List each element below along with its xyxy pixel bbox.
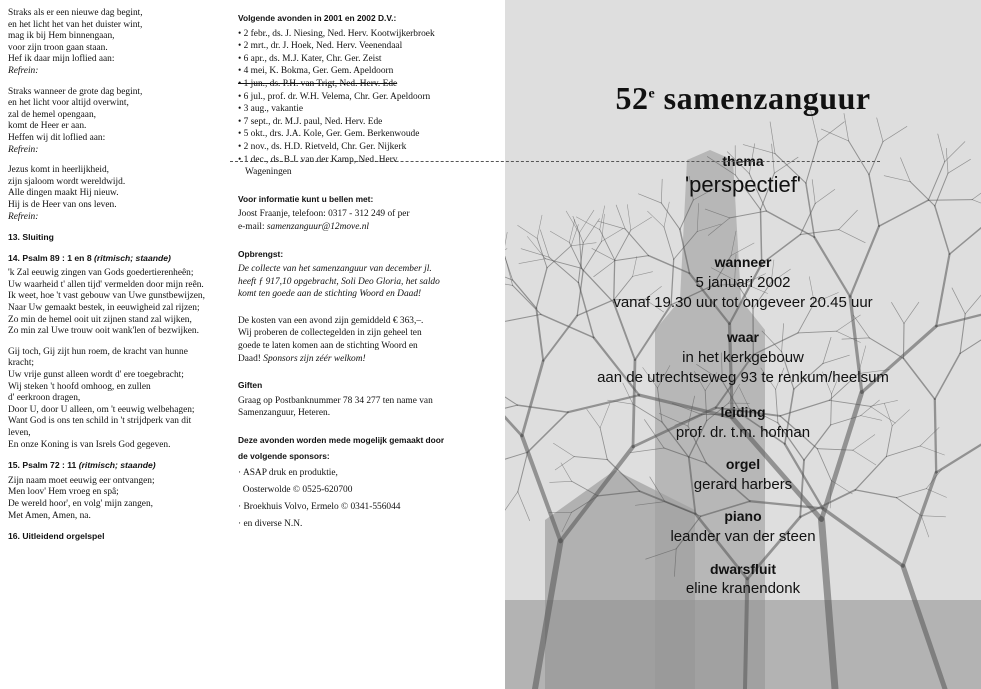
refrain-label: Refrein: <box>8 65 39 76</box>
evening-item: • 2 febr., ds. J. Niesing, Ned. Herv. Kootwijkerbroek <box>238 28 435 39</box>
verse-line: Uw vrije gunst alleen wordt d' ere toegebracht; <box>8 370 184 381</box>
verse-line: kracht; <box>8 358 35 369</box>
evening-item: • 6 jul., prof. dr. W.H. Velema, Chr. Ger. Apeldoorn <box>238 91 431 102</box>
verse-line: Gij toch, Gij zijt hun roem, de kracht van hunne <box>8 346 188 357</box>
stanza-line: voor zijn troon gaan staan. <box>8 42 108 53</box>
verse-line: d' eerkroon dragen, <box>8 393 81 404</box>
sponsors-heading: de volgende sponsors: <box>238 450 330 461</box>
item-13-heading: 13. Sluiting <box>8 232 54 243</box>
verse-line: Zo min zal Uwe trouw ooit wank'len of bezwijken. <box>8 326 199 337</box>
item-14-title: 14. Psalm 89 : 1 en 8 <box>8 252 92 263</box>
item-16-heading: 16. Uitleidend orgelspel <box>8 531 105 542</box>
title-number: 52 <box>615 80 649 116</box>
stanza <box>8 87 228 157</box>
verse-line: Uw waarheid t' allen tijd' vermelden door mijn reên. <box>8 279 204 290</box>
stanza-line: Alle dingen maakt Hij nieuw. <box>8 188 119 199</box>
dwarsfluit-label: dwarsfluit <box>709 561 777 577</box>
verse-line: Naar Uw gemaakt bestek, in eeuwigheid zal rijzen; <box>8 303 200 314</box>
item-15-heading <box>8 460 228 472</box>
orgel-label: orgel <box>725 456 761 472</box>
verse-line: Ik weet, hoe 't vast gebouw van Uwe gunstbewijzen, <box>8 291 205 302</box>
title-sup: e <box>648 86 656 102</box>
verse-line: 'k Zal eeuwig zingen van Gods goedertierenheên; <box>8 268 194 279</box>
piano-value: leander van der steen <box>670 528 816 545</box>
item-15-title: 15. Psalm 72 : 11 <box>8 460 77 471</box>
verse-line: Door U, door U alleen, om 't eeuwig welbehagen; <box>8 404 195 415</box>
verse-line: Zo min de hemel ooit uit zijnen stand zal wijken, <box>8 314 192 325</box>
opbrengst-line: heeft ƒ 917,10 opgebracht, Soli Deo Gloria, het saldo <box>238 276 440 287</box>
waar-label: waar <box>727 329 759 345</box>
hymn-text-column <box>8 8 228 547</box>
giften-block <box>238 379 468 420</box>
verse-line: Met Amen, Amen, na. <box>8 510 91 521</box>
waar-address: aan de utrechtseweg 93 te renkum/heelsum <box>597 369 889 386</box>
waar-place: in het kerkgebouw <box>682 349 804 366</box>
giften-line: Graag op Postbanknummer 78 34 277 ten name van <box>238 395 433 406</box>
stanza-line: mag ik bij Hem binnengaan, <box>8 31 115 42</box>
stanza-line: Hef ik daar mijn loflied aan: <box>8 54 115 65</box>
kosten-last-line <box>238 353 468 366</box>
ground-shape <box>505 600 981 689</box>
stanza-line: Heffen wij dit loflied aan: <box>8 132 106 143</box>
sponsors-block <box>238 434 468 533</box>
evening-item: • 4 mei, K. Bokma, Ger. Gem. Apeldoorn <box>238 66 394 77</box>
stanza-line: komt de Heer er aan. <box>8 121 87 132</box>
leiding-label: leiding <box>720 404 766 420</box>
verse-line: En onze Koning is van Isrels God gegeven. <box>8 439 171 450</box>
orgel-value: gerard harbers <box>693 476 793 493</box>
contact-block <box>238 193 468 234</box>
dwarsfluit-value: eline kranendonk <box>685 580 801 597</box>
stanza-line: Straks als er een nieuwe dag begint, <box>8 8 143 18</box>
stanza-line: zal de hemel opengaan, <box>8 109 96 120</box>
stanza-line: en het licht voor altijd overwint, <box>8 98 129 109</box>
refrain-label: Refrein: <box>8 211 39 222</box>
evenings-block <box>238 12 468 179</box>
sponsor-item: · en diverse N.N. <box>238 519 303 530</box>
sponsor-item: · ASAP druk en produktie, <box>238 468 338 479</box>
verse-line: leven, <box>8 428 31 438</box>
contact-line: Joost Fraanje, telefoon: 0317 - 312 249 of per <box>238 209 410 220</box>
opbrengst-line: komt ten goede aan de stichting Woord en Daad! <box>238 289 422 300</box>
sponsors-heading: Deze avonden worden mede mogelijk gemaakt door <box>238 435 445 446</box>
poster-panel <box>505 0 981 689</box>
thema-value: 'perspectief' <box>684 172 801 197</box>
kosten-line: goede te laten komen aan de stichting Woord en <box>238 341 418 352</box>
sponsor-item: Oosterwolde © 0525-620700 <box>238 485 353 496</box>
evening-item: • 5 okt., drs. J.A. Kole, Ger. Gem. Berkenwoude <box>238 129 420 140</box>
evening-item: • 3 aug., vakantie <box>238 104 303 115</box>
email-address: samenzanguur@12move.nl <box>266 221 370 232</box>
psalm-89-verse-8 <box>8 347 228 451</box>
info-column <box>238 12 468 543</box>
thema-label: thema <box>722 153 764 169</box>
evening-item: • 6 apr., ds. M.J. Kater, Chr. Ger. Zeist <box>238 53 382 64</box>
verse-line: Men loov' Hem vroeg en spâ; <box>8 487 119 498</box>
stanza-line: en het licht het van het duister wint, <box>8 19 143 30</box>
item-14-sub: (ritmisch; staande) <box>94 252 171 263</box>
tree-branch <box>928 200 972 201</box>
evening-item: • 7 sept., dr. M.J. paul, Ned. Herv. Ede <box>238 116 383 127</box>
psalm-72-verse <box>8 476 228 522</box>
evenings-heading: Volgende avonden in 2001 en 2002 D.V.: <box>238 13 397 23</box>
stanza-line: zijn sjaloom wordt wereldwijd. <box>8 176 126 187</box>
email-line <box>238 221 468 234</box>
kosten-block <box>238 315 468 365</box>
evening-item: • 1 dec., ds. B.J. van der Kamp, Ned. Herv. <box>238 154 400 165</box>
stanza-line: Hij is de Heer van ons leven. <box>8 199 117 210</box>
item-15-sub: (ritmisch; staande) <box>78 460 156 471</box>
verse-line: Wij steken 't hoofd omhoog, en zullen <box>8 381 151 392</box>
evening-item: Wageningen <box>245 167 292 178</box>
verse-line: Zijn naam moet eeuwig eer ontvangen; <box>8 475 155 486</box>
psalm-89-verse-1 <box>8 268 228 338</box>
verse-line: Want God is ons ten schild in 't strijdperk van dit <box>8 416 192 427</box>
opbrengst-line: De collecte van het samenzanguur van december jl. <box>238 264 432 275</box>
stanza-line: Straks wanneer de grote dag begint, <box>8 86 143 97</box>
stanza <box>8 165 228 223</box>
sponsor-item: · Broekhuis Volvo, Ermelo © 0341-556044 <box>238 502 401 513</box>
opbrengst-block <box>238 248 468 301</box>
item-14-heading <box>8 253 228 265</box>
evening-item: • 2 mrt., dr. J. Hoek, Ned. Herv. Veenendaal <box>238 41 403 52</box>
title-word: samenzanguur <box>655 80 871 116</box>
evening-item: • 1 jun., ds. P.H. van Trigt, Ned. Herv. Ede <box>238 78 398 89</box>
evening-item: • 2 nov., ds. H.D. Rietveld, Chr. Ger. Nijkerk <box>238 141 407 152</box>
piano-label: piano <box>724 508 762 524</box>
poster-title <box>505 80 981 117</box>
wanneer-time: vanaf 19.30 uur tot ongeveer 20.45 uur <box>613 294 873 311</box>
verse-line: De wereld hoor', en volg' mijn zangen, <box>8 498 154 509</box>
giften-line: Samenzanguur, Heteren. <box>238 408 331 419</box>
leiding-value: prof. dr. t.m. hofman <box>675 424 811 441</box>
refrain-label: Refrein: <box>8 144 39 155</box>
wanneer-label: wanneer <box>714 254 772 270</box>
fold-line <box>230 161 880 162</box>
kosten-last-plain: Daad! <box>238 353 264 364</box>
kosten-line: De kosten van een avond zijn gemiddeld € 363,–. <box>238 315 424 326</box>
stanza <box>8 8 228 78</box>
email-prefix: e-mail: <box>238 221 267 232</box>
giften-heading: Giften <box>238 380 263 391</box>
stanza-line: Jezus komt in heerlijkheid, <box>8 165 110 176</box>
contact-heading: Voor informatie kunt u bellen met: <box>238 193 374 204</box>
kosten-last-italic: Sponsors zijn zéér welkom! <box>263 353 366 364</box>
kosten-line: Wij proberen de collectegelden in zijn geheel ten <box>238 328 422 339</box>
opbrengst-heading: Opbrengst: <box>238 248 284 259</box>
wanneer-date: 5 januari 2002 <box>695 274 791 291</box>
